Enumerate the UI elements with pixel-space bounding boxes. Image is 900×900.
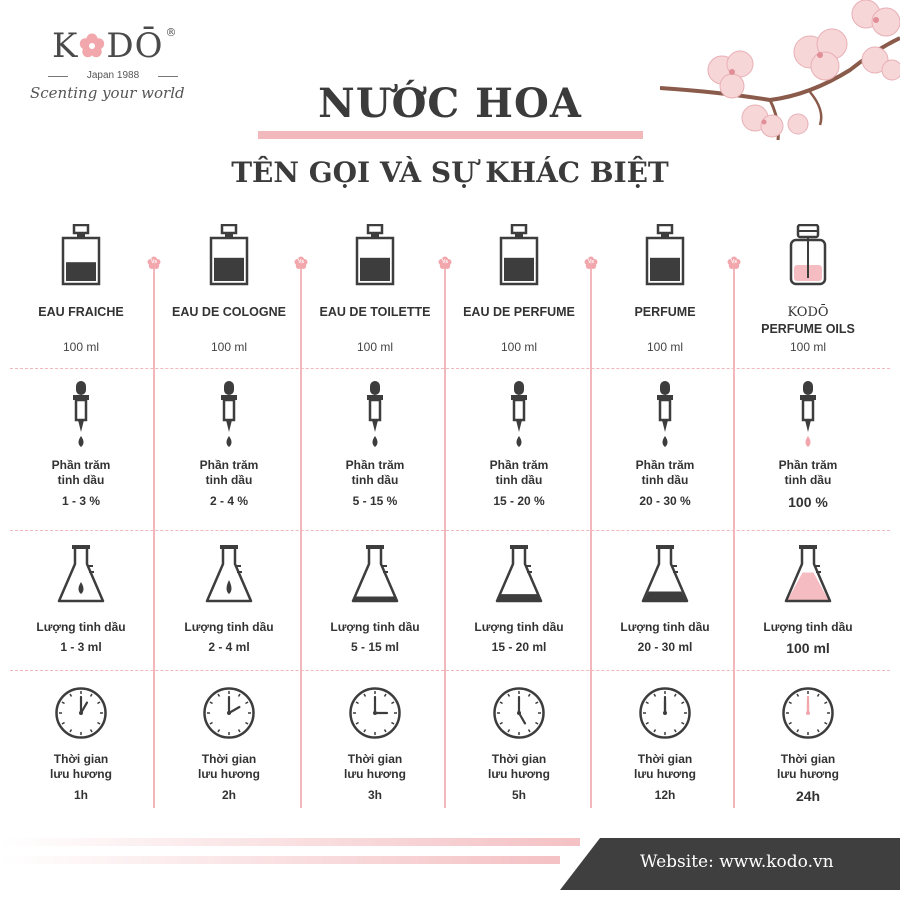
- oil-amount-label: Lượng tinh dầu: [36, 620, 126, 634]
- volume-label: 100 ml: [210, 340, 248, 354]
- logo-slogan: Scenting your world: [30, 84, 185, 102]
- longevity-label: [737, 752, 879, 782]
- oil-percentage-label: [10, 458, 152, 488]
- vs-label: Vs: [730, 259, 738, 265]
- oil-percentage-label: [304, 458, 446, 488]
- pct-label-line2: tinh dầu: [351, 473, 399, 487]
- pct-label-line2: tinh dầu: [641, 473, 689, 487]
- perfume-column: [448, 222, 590, 812]
- clock-icon: [493, 687, 545, 739]
- longevity-label: [448, 752, 590, 782]
- perfume-column: [158, 222, 300, 812]
- clock-icon: [639, 687, 691, 739]
- flask-icon: [350, 544, 400, 604]
- column-separator: [153, 258, 155, 808]
- vs-label: Vs: [150, 259, 158, 265]
- logo-letter-k: K: [52, 26, 79, 66]
- oil-percentage-value: 20 - 30 %: [639, 494, 691, 508]
- time-label-line1: Thời gian: [347, 752, 403, 766]
- pct-label-line2: tinh dầu: [57, 473, 105, 487]
- pct-label-line2: tinh dầu: [205, 473, 253, 487]
- footer-stripe: [0, 838, 580, 846]
- oil-amount-label: Lượng tinh dầu: [330, 620, 420, 634]
- clock-icon: [55, 687, 107, 739]
- time-label-line2: lưu hương: [344, 767, 406, 781]
- plum-flower-icon: [79, 33, 105, 59]
- oil-percentage-value: 5 - 15 %: [352, 494, 398, 508]
- longevity-value: 3h: [367, 788, 382, 802]
- bottle-icon: [209, 224, 249, 286]
- perfume-column: [594, 222, 736, 812]
- bottle-icon: [645, 224, 685, 286]
- longevity-label: [304, 752, 446, 782]
- oil-amount-value: 15 - 20 ml: [491, 640, 547, 654]
- time-label-line2: lưu hương: [50, 767, 112, 781]
- oil-percentage-label: [448, 458, 590, 488]
- time-label-line2: lưu hương: [777, 767, 839, 781]
- perfume-column: [737, 222, 879, 812]
- oil-amount-label: Lượng tinh dầu: [620, 620, 710, 634]
- pct-label-line2: tinh dầu: [495, 473, 543, 487]
- longevity-label: [158, 752, 300, 782]
- logo-tagline: Japan 1988: [48, 70, 178, 81]
- oil-percentage-value: 100 %: [788, 494, 828, 510]
- time-label-line1: Thời gian: [491, 752, 547, 766]
- oil-amount-value: 2 - 4 ml: [208, 640, 250, 654]
- logo-letters-do: DŌ: [106, 26, 164, 66]
- longevity-value: 5h: [511, 788, 526, 802]
- time-label-line2: lưu hương: [198, 767, 260, 781]
- dropper-icon: [655, 380, 675, 448]
- flask-icon: [640, 544, 690, 604]
- time-label-line2: lưu hương: [488, 767, 550, 781]
- column-separator: [300, 258, 302, 808]
- oil-amount-label: Lượng tinh dầu: [474, 620, 564, 634]
- footer-stripe: [0, 856, 560, 864]
- dropper-icon: [365, 380, 385, 448]
- longevity-value: 1h: [73, 788, 88, 802]
- oil-amount-label: Lượng tinh dầu: [184, 620, 274, 634]
- pct-label-line1: Phần trăm: [51, 458, 111, 472]
- oil-percentage-value: 1 - 3 %: [61, 494, 100, 508]
- oil-amount-value: 1 - 3 ml: [60, 640, 102, 654]
- pct-label-line2: tinh dầu: [784, 473, 832, 487]
- registered-mark: ®: [165, 26, 178, 39]
- perfume-name: EAU DE COLOGNE: [172, 305, 286, 319]
- perfume-column: [10, 222, 152, 812]
- vs-label: Vs: [587, 259, 595, 265]
- longevity-value: 24h: [795, 788, 821, 804]
- flask-icon: [494, 544, 544, 604]
- page-subtitle: TÊN GỌI VÀ SỰ KHÁC BIỆT: [231, 156, 669, 189]
- flask-icon: [56, 544, 106, 604]
- vs-label: Vs: [297, 259, 305, 265]
- pct-label-line1: Phần trăm: [199, 458, 259, 472]
- dropper-icon: [798, 380, 818, 448]
- perfume-name: PERFUME: [634, 305, 696, 319]
- oil-percentage-value: 2 - 4 %: [209, 494, 248, 508]
- time-label-line1: Thời gian: [637, 752, 693, 766]
- longevity-value: 2h: [221, 788, 236, 802]
- oil-amount-value: 100 ml: [786, 640, 830, 656]
- oil-percentage-label: [594, 458, 736, 488]
- oil-percentage-label: [158, 458, 300, 488]
- time-label-line1: Thời gian: [201, 752, 257, 766]
- flask-icon: [204, 544, 254, 604]
- page-title: NƯỚC HOA: [318, 80, 582, 127]
- dropper-icon: [219, 380, 239, 448]
- bottle-icon: [788, 224, 828, 286]
- website-link[interactable]: Website: www.kodo.vn: [640, 852, 834, 872]
- pct-label-line1: Phần trăm: [778, 458, 838, 472]
- time-label-line2: lưu hương: [634, 767, 696, 781]
- oil-amount-value: 5 - 15 ml: [350, 640, 400, 654]
- oil-percentage-label: [737, 458, 879, 488]
- comparison-grid: [10, 222, 890, 812]
- brand-name: KODŌ: [787, 305, 829, 320]
- volume-label: 100 ml: [646, 340, 684, 354]
- dropper-icon: [71, 380, 91, 448]
- pct-label-line1: Phần trăm: [489, 458, 549, 472]
- logo-wordmark: [52, 26, 178, 66]
- vs-label: Vs: [441, 259, 449, 265]
- volume-label: 100 ml: [62, 340, 100, 354]
- pct-label-line1: Phần trăm: [635, 458, 695, 472]
- product-type: PERFUME OILS: [761, 322, 855, 336]
- volume-label: 100 ml: [789, 340, 827, 354]
- volume-label: 100 ml: [356, 340, 394, 354]
- time-label-line1: Thời gian: [53, 752, 109, 766]
- time-label-line1: Thời gian: [780, 752, 836, 766]
- longevity-value: 12h: [654, 788, 676, 802]
- perfume-name: EAU FRAICHE: [38, 305, 124, 319]
- perfume-column: [304, 222, 446, 812]
- oil-amount-label: Lượng tinh dầu: [763, 620, 853, 634]
- flask-icon: [783, 544, 833, 604]
- bottle-icon: [355, 224, 395, 286]
- longevity-label: [594, 752, 736, 782]
- clock-icon: [349, 687, 401, 739]
- bottle-icon: [499, 224, 539, 286]
- clock-icon: [782, 687, 834, 739]
- oil-amount-value: 20 - 30 ml: [637, 640, 693, 654]
- clock-icon: [203, 687, 255, 739]
- pct-label-line1: Phần trăm: [345, 458, 405, 472]
- title-underline: [258, 131, 643, 139]
- volume-label: 100 ml: [500, 340, 538, 354]
- perfume-name: [737, 304, 879, 337]
- oil-percentage-value: 15 - 20 %: [493, 494, 545, 508]
- dropper-icon: [509, 380, 529, 448]
- perfume-name: EAU DE PERFUME: [463, 305, 575, 319]
- longevity-label: [10, 752, 152, 782]
- perfume-name: EAU DE TOILETTE: [319, 305, 431, 319]
- bottle-icon: [61, 224, 101, 286]
- column-separator: [590, 258, 592, 808]
- cherry-blossom-icon: [660, 0, 900, 150]
